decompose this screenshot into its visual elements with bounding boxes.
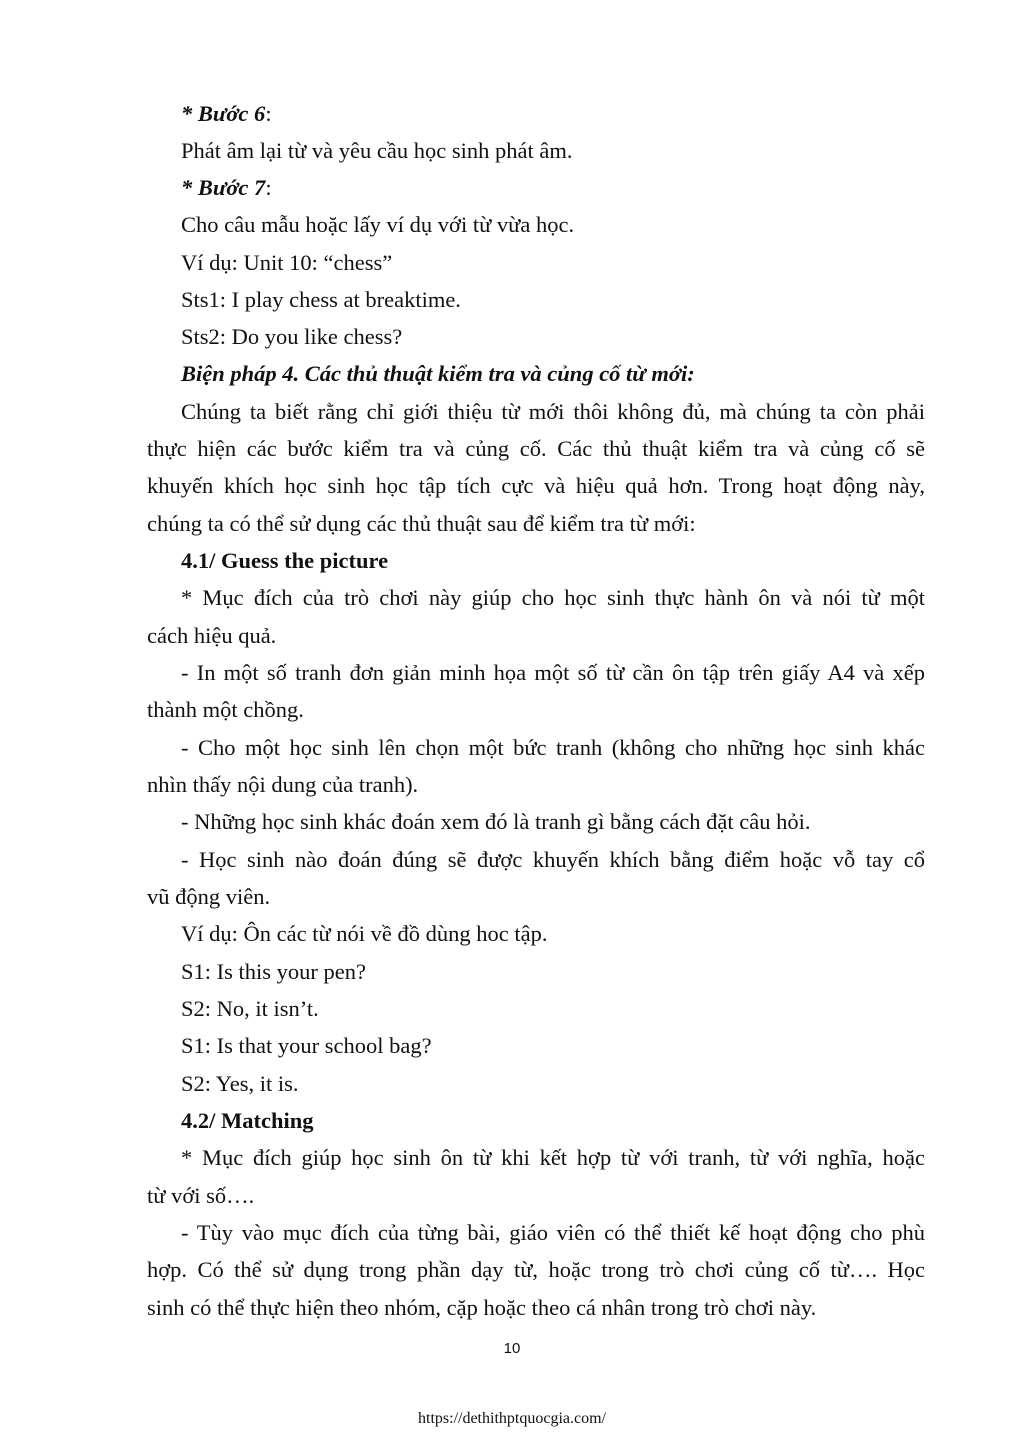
paragraph-line: hợp. Có thể sử dụng trong phần dạy từ, hoặc trong trò chơi củng cố từ…. Học: [147, 1257, 925, 1282]
example-line: Sts1: I play chess at breaktime.: [181, 287, 461, 312]
paragraph-line: nhìn thấy nội dung của tranh).: [147, 772, 419, 797]
subsection-heading: 4.1/ Guess the picture: [181, 548, 389, 573]
paragraph-line: thực hiện các bước kiểm tra và củng cố. Các thủ thuật kiểm tra và củng cố sẽ: [147, 436, 925, 461]
paragraph-line: - Học sinh nào đoán đúng sẽ được khuyến khích bằng điểm hoặc vỗ tay cổ: [181, 847, 925, 872]
example-line: Ví dụ: Unit 10: “chess”: [181, 250, 393, 275]
example-line: S2: Yes, it is.: [181, 1071, 299, 1096]
paragraph-line: - Những học sinh khác đoán xem đó là tranh gì bằng cách đặt câu hỏi.: [181, 809, 811, 834]
paragraph-line: - In một số tranh đơn giản minh họa một số từ cần ôn tập trên giấy A4 và xếp: [181, 660, 925, 685]
paragraph-line: sinh có thể thực hiện theo nhóm, cặp hoặc theo cá nhân trong trò chơi này.: [147, 1295, 817, 1320]
paragraph-line: từ với số….: [147, 1183, 255, 1208]
page-number: 10: [503, 1340, 521, 1357]
paragraph-line: vũ động viên.: [147, 884, 271, 909]
step-6-heading: * Bước 6:: [181, 101, 272, 126]
paragraph-line: khuyến khích học sinh học tập tích cực và hiệu quả hơn. Trong hoạt động này,: [147, 473, 925, 498]
example-line: Ví dụ: Ôn các từ nói về đồ dùng hoc tập.: [181, 921, 548, 946]
paragraph-line: chúng ta có thể sử dụng các thủ thuật sau để kiểm tra từ mới:: [147, 511, 696, 536]
paragraph-line: Chúng ta biết rằng chỉ giới thiệu từ mới thôi không đủ, mà chúng ta còn phải: [181, 399, 925, 424]
paragraph-line: - Tùy vào mục đích của từng bài, giáo viên có thể thiết kế hoạt động cho phù: [181, 1220, 925, 1245]
paragraph-line: * Mục đích của trò chơi này giúp cho học sinh thực hành ôn và nói từ một: [181, 585, 925, 610]
paragraph-line: - Cho một học sinh lên chọn một bức tranh (không cho những học sinh khác: [181, 735, 925, 760]
subsection-heading: 4.2/ Matching: [181, 1108, 314, 1133]
step-7-heading: * Bước 7:: [181, 175, 272, 200]
example-line: S1: Is that your school bag?: [181, 1033, 432, 1058]
paragraph-line: Cho câu mẫu hoặc lấy ví dụ với từ vừa học.: [181, 212, 575, 237]
example-line: Sts2: Do you like chess?: [181, 324, 403, 349]
paragraph-line: * Mục đích giúp học sinh ôn từ khi kết hợp từ với tranh, từ với nghĩa, hoặc: [181, 1145, 925, 1170]
paragraph-line: thành một chồng.: [147, 697, 304, 722]
example-line: S1: Is this your pen?: [181, 959, 366, 984]
paragraph-line: cách hiệu quả.: [147, 623, 277, 648]
example-line: S2: No, it isn’t.: [181, 996, 319, 1021]
footer-url[interactable]: https://dethithptquocgia.com/: [418, 1410, 606, 1427]
paragraph-line: Phát âm lại từ và yêu cầu học sinh phát âm.: [181, 138, 573, 163]
section-heading: Biện pháp 4. Các thủ thuật kiểm tra và củng cố từ mới:: [181, 361, 695, 386]
